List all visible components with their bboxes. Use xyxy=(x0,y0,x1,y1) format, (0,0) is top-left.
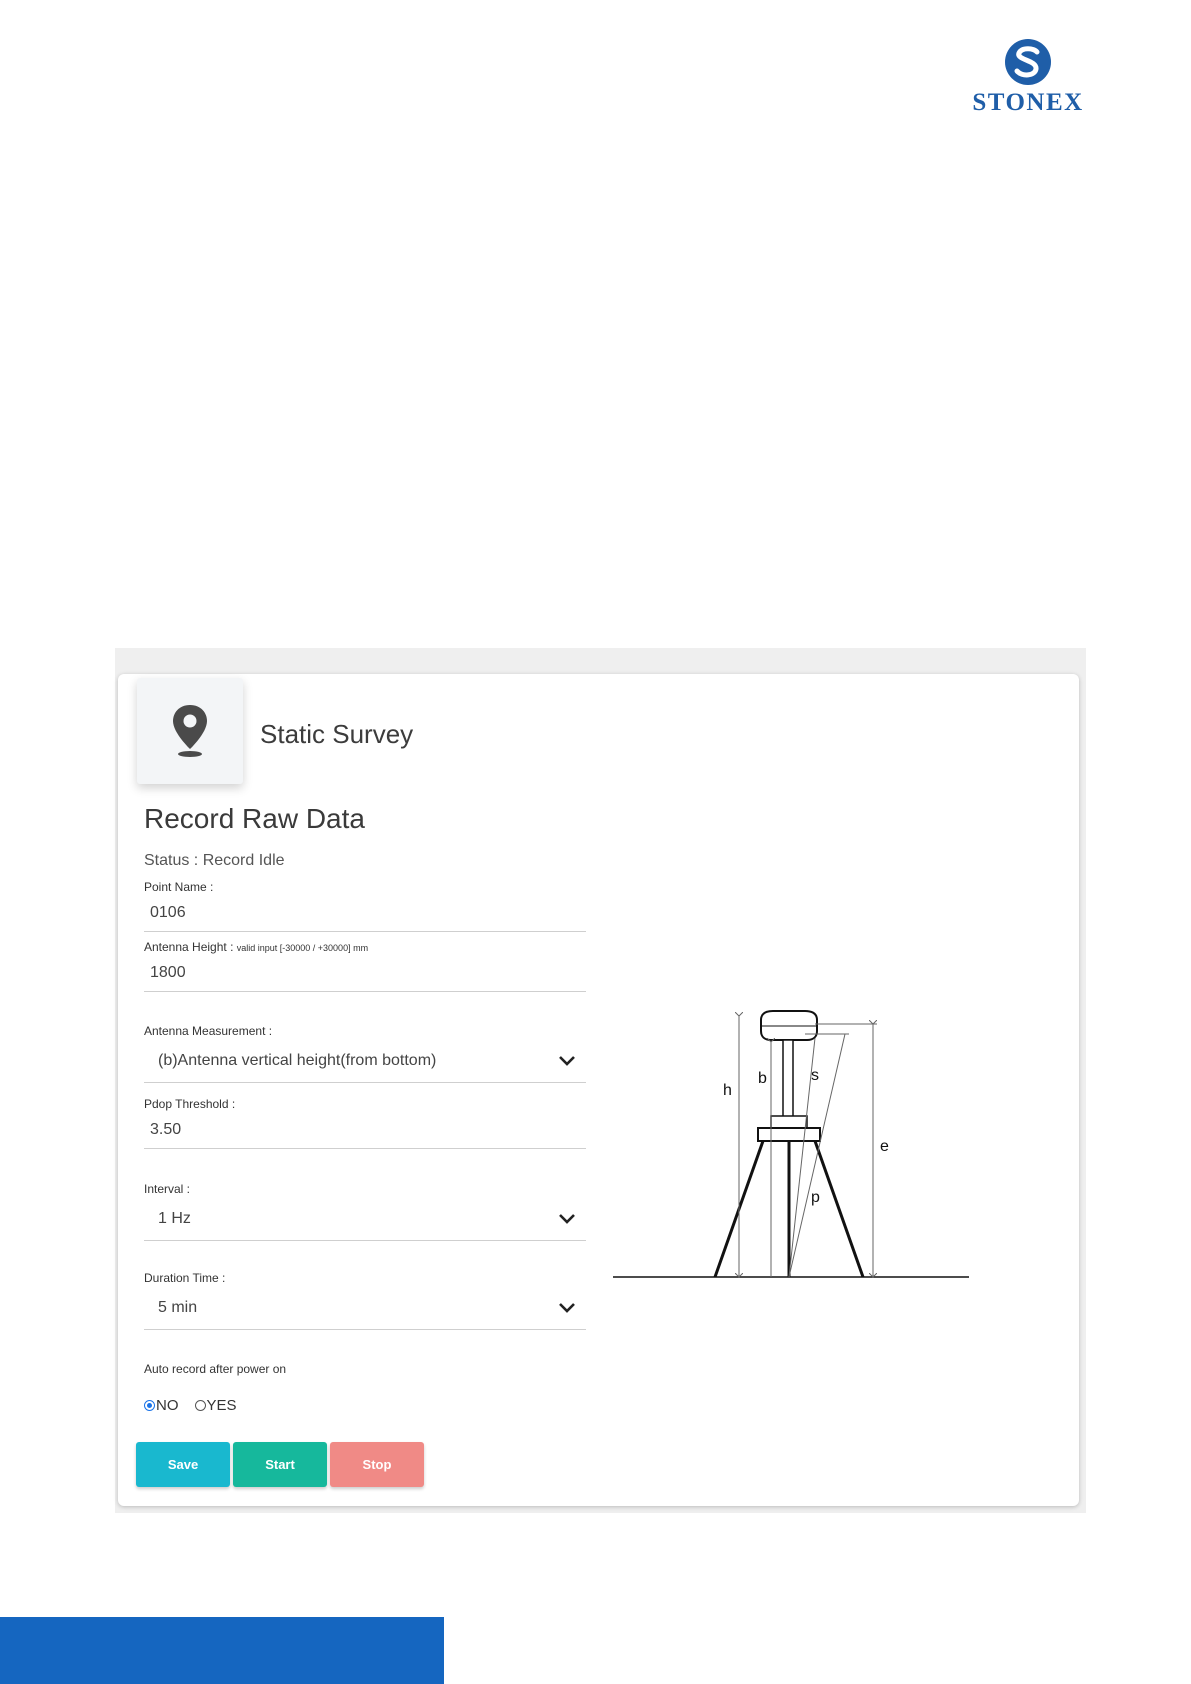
save-button[interactable]: Save xyxy=(136,1442,230,1487)
duration-time-value: 5 min xyxy=(158,1299,198,1316)
section-title: Record Raw Data xyxy=(144,803,365,834)
point-name-field xyxy=(144,880,586,932)
label-p: p xyxy=(811,1189,820,1206)
antenna-measurement-value: (b)Antenna vertical height(from bottom) xyxy=(158,1052,437,1069)
interval-label: Interval : xyxy=(144,1182,191,1196)
duration-time-label: Duration Time : xyxy=(144,1271,226,1285)
stop-button[interactable]: Stop xyxy=(330,1442,424,1487)
pdop-threshold-input[interactable]: 3.50 xyxy=(144,1111,586,1149)
duration-time-field xyxy=(144,1271,586,1330)
stonex-s-logo-icon xyxy=(1004,38,1052,86)
map-pin-icon xyxy=(170,703,210,759)
antenna-height-label-text: Antenna Height : xyxy=(144,940,237,954)
antenna-pole xyxy=(783,1040,793,1117)
chevron-down-icon xyxy=(558,1213,576,1225)
chevron-down-icon xyxy=(558,1302,576,1314)
record-status: Status : Record Idle xyxy=(144,852,285,869)
radio-no[interactable] xyxy=(144,1400,155,1411)
tripod-head xyxy=(758,1128,820,1141)
footer-bar xyxy=(0,1617,444,1684)
radio-yes[interactable] xyxy=(195,1400,206,1411)
static-survey-card xyxy=(118,674,1079,1506)
interval-select[interactable] xyxy=(144,1196,586,1241)
duration-time-select[interactable] xyxy=(144,1285,586,1330)
logo-text: STONEX xyxy=(972,89,1084,116)
antenna-height-hint: valid input [-30000 / +30000] mm xyxy=(236,943,369,953)
interval-value: 1 Hz xyxy=(158,1210,191,1227)
card-icon-tile xyxy=(137,678,243,784)
label-b: b xyxy=(758,1070,767,1087)
card-title: Static Survey xyxy=(260,719,414,749)
radio-no-label[interactable]: NO xyxy=(156,1397,179,1414)
auto-record-options xyxy=(144,1397,237,1414)
point-name-input[interactable]: 0106 xyxy=(144,894,586,932)
auto-record-field xyxy=(144,1362,586,1376)
static-survey-screen xyxy=(115,648,1086,1513)
pdop-threshold-field xyxy=(144,1097,586,1149)
tripod-leg-right xyxy=(815,1141,863,1277)
interval-field xyxy=(144,1182,586,1241)
label-e: e xyxy=(880,1138,889,1155)
antenna-measurement-select[interactable] xyxy=(144,1038,586,1083)
antenna-height-label xyxy=(144,940,586,954)
antenna-height-field xyxy=(144,940,586,992)
point-name-label: Point Name : xyxy=(144,880,214,894)
antenna-height-diagram xyxy=(613,994,973,1294)
stonex-logo xyxy=(968,38,1088,118)
radio-yes-label[interactable]: YES xyxy=(206,1397,237,1414)
tribrach xyxy=(771,1116,807,1128)
chevron-down-icon xyxy=(558,1055,576,1067)
pdop-threshold-label: Pdop Threshold : xyxy=(144,1097,236,1111)
auto-record-label: Auto record after power on xyxy=(144,1362,287,1376)
label-h: h xyxy=(723,1082,732,1099)
antenna-measurement-field xyxy=(144,1024,586,1083)
antenna-measurement-label: Antenna Measurement : xyxy=(144,1024,273,1038)
label-s: s xyxy=(811,1067,819,1084)
start-button[interactable]: Start xyxy=(233,1442,327,1487)
antenna-height-input[interactable]: 1800 xyxy=(144,954,586,992)
